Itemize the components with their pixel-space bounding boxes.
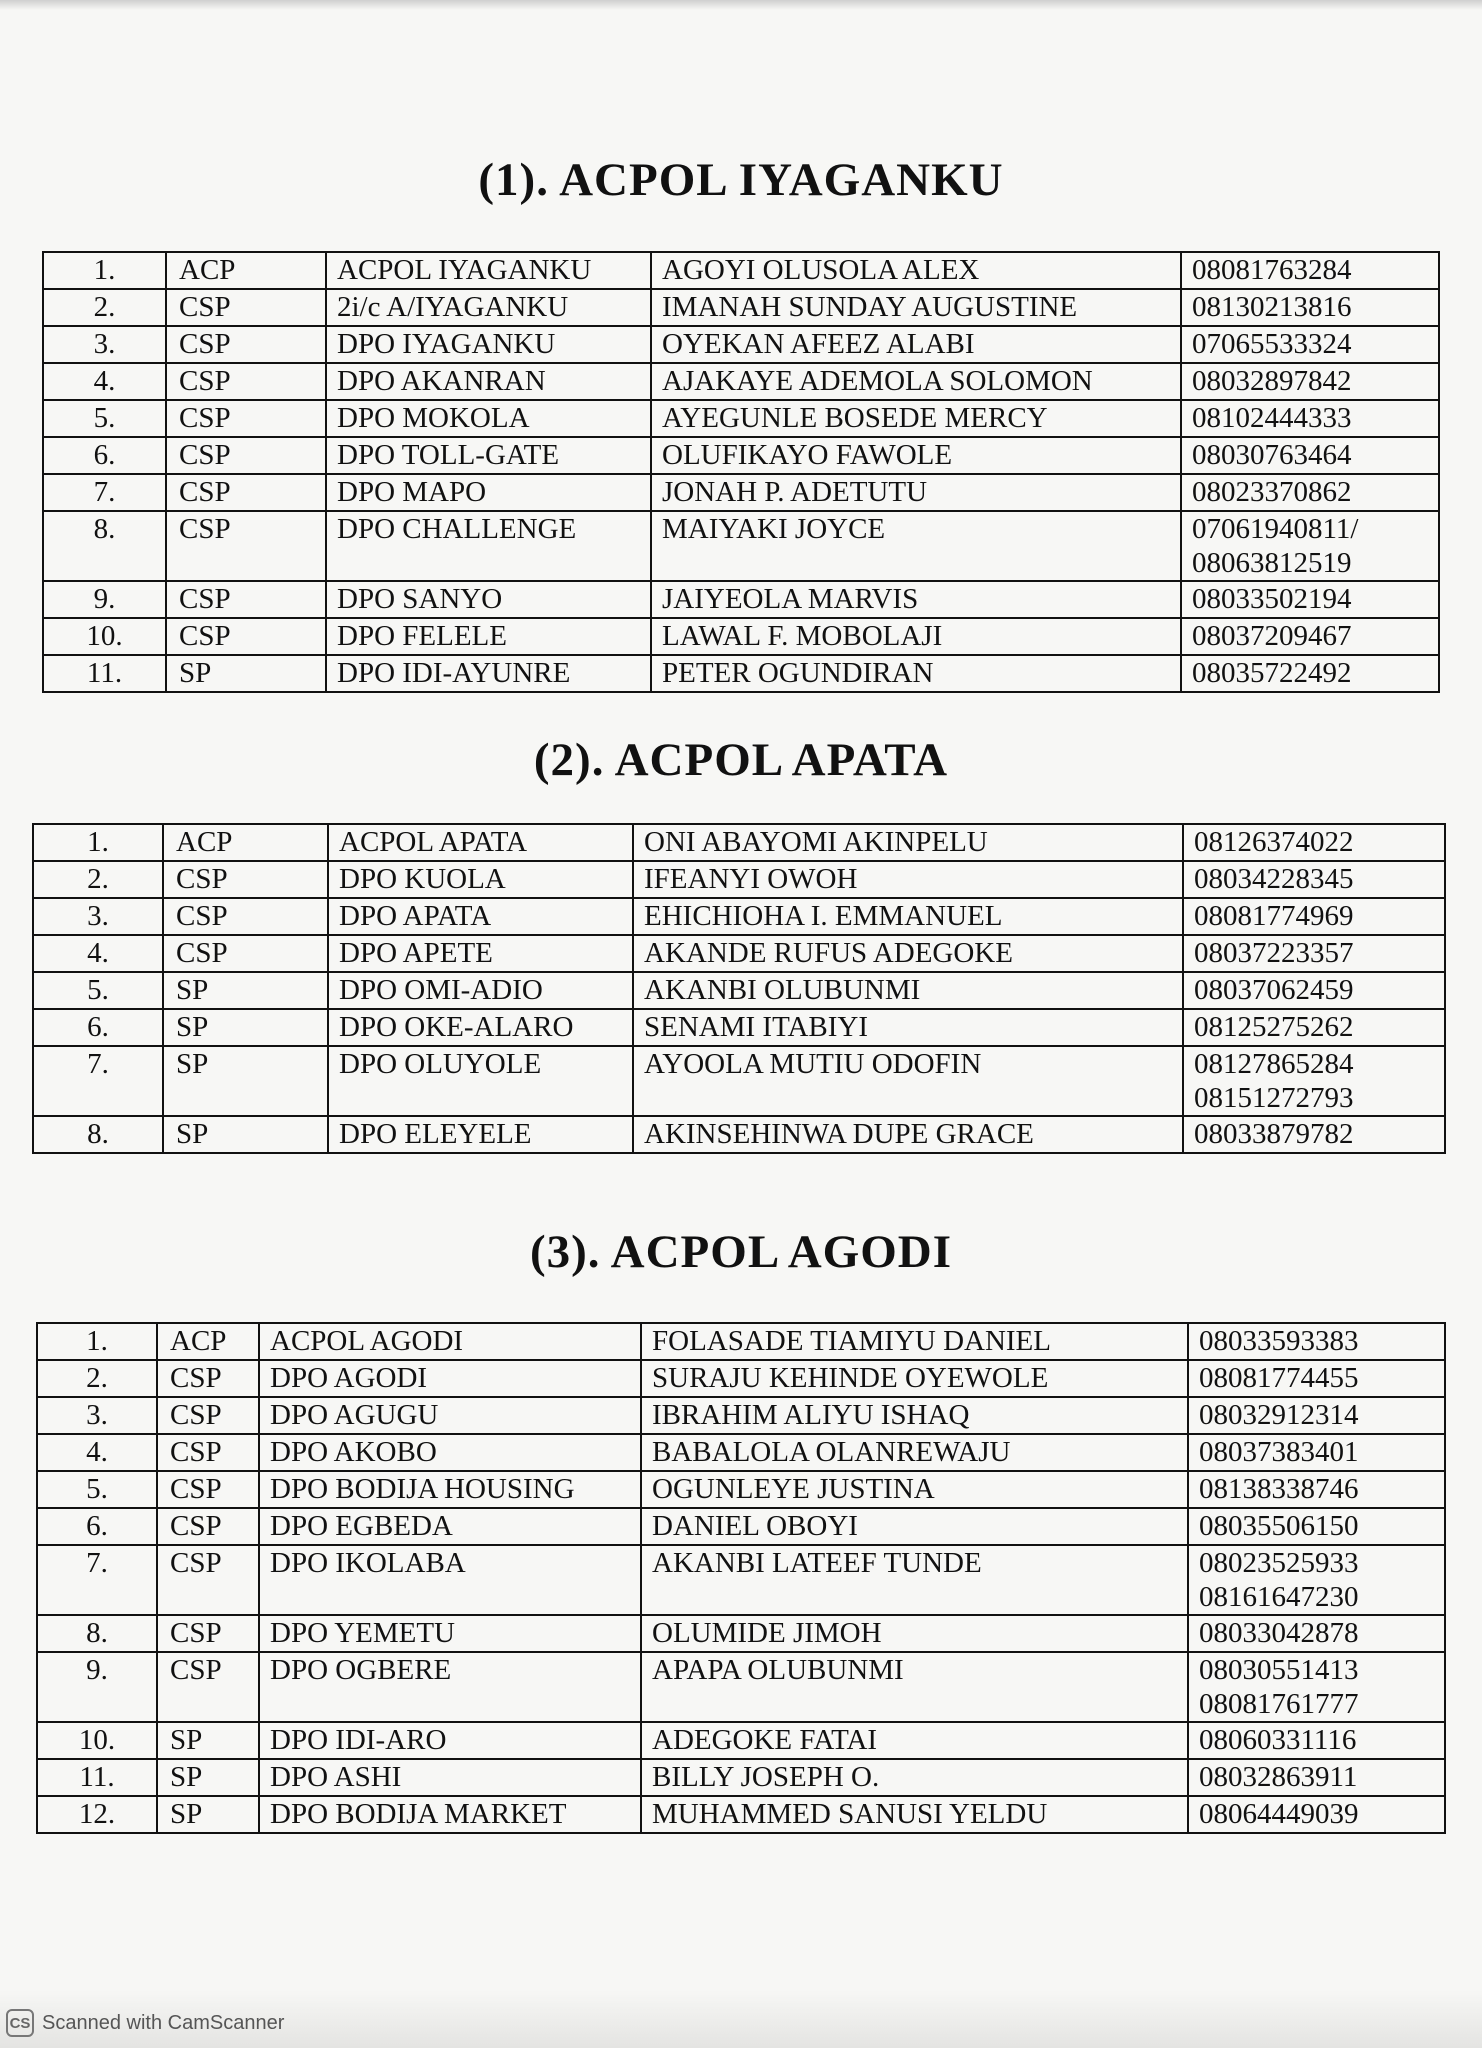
station-cell: DPO IKOLABA: [259, 1545, 641, 1615]
station-cell: DPO BODIJA MARKET: [259, 1796, 641, 1833]
table-row: [37, 1360, 1445, 1397]
phone-number: 08081774455: [1199, 1362, 1359, 1394]
table-row: [37, 1545, 1445, 1615]
rank-cell: SP: [157, 1796, 259, 1833]
phone-cell: [1183, 861, 1445, 898]
phone-cell: [1183, 1116, 1445, 1153]
rank-cell: CSP: [163, 935, 328, 972]
table-row: [37, 1759, 1445, 1796]
phone-number: 08035722492: [1192, 657, 1352, 689]
station-cell: 2i/c A/IYAGANKU: [326, 289, 651, 326]
officer-name-cell: JONAH P. ADETUTU: [651, 474, 1181, 511]
phone-cell: [1188, 1652, 1445, 1722]
station-cell: DPO AGUGU: [259, 1397, 641, 1434]
phone-cell: [1188, 1360, 1445, 1397]
officer-name-cell: IMANAH SUNDAY AUGUSTINE: [651, 289, 1181, 326]
table-row: [37, 1397, 1445, 1434]
section-title-apata: (2). ACPOL APATA: [533, 734, 949, 786]
station-cell: DPO IYAGANKU: [326, 326, 651, 363]
rank-cell: CSP: [157, 1615, 259, 1652]
phone-cell: [1188, 1796, 1445, 1833]
phone-number: 08037383401: [1199, 1436, 1359, 1468]
officer-name-cell: AKANBI LATEEF TUNDE: [641, 1545, 1188, 1615]
officer-name-cell: OGUNLEYE JUSTINA: [641, 1471, 1188, 1508]
row-number: 8.: [43, 511, 166, 581]
officer-name-cell: SENAMI ITABIYI: [633, 1009, 1183, 1046]
table-row: [43, 326, 1439, 363]
officer-name-cell: ADEGOKE FATAI: [641, 1722, 1188, 1759]
rank-cell: SP: [163, 1116, 328, 1153]
phone-cell: [1188, 1615, 1445, 1652]
section-title-iyaganku: (1). ACPOL IYAGANKU: [478, 154, 1004, 206]
station-cell: DPO IDI-AYUNRE: [326, 655, 651, 692]
row-number: 1.: [43, 252, 166, 289]
phone-number: 08023370862: [1192, 476, 1352, 508]
row-number: 10.: [37, 1722, 157, 1759]
table-row: [43, 437, 1439, 474]
rank-cell: CSP: [163, 898, 328, 935]
row-number: 4.: [37, 1434, 157, 1471]
table-row: [33, 861, 1445, 898]
station-cell: DPO FELELE: [326, 618, 651, 655]
officer-name-cell: EHICHIOHA I. EMMANUEL: [633, 898, 1183, 935]
row-number: 9.: [43, 581, 166, 618]
row-number: 4.: [33, 935, 163, 972]
phone-cell: [1181, 363, 1439, 400]
officer-name-cell: LAWAL F. MOBOLAJI: [651, 618, 1181, 655]
phone-cell: [1181, 581, 1439, 618]
row-number: 5.: [43, 400, 166, 437]
table-row: [33, 935, 1445, 972]
rank-cell: CSP: [166, 326, 326, 363]
row-number: 9.: [37, 1652, 157, 1722]
table-row: [37, 1796, 1445, 1833]
station-cell: DPO KUOLA: [328, 861, 633, 898]
phone-number: 08063812519: [1192, 547, 1352, 579]
phone-number: 08127865284: [1194, 1048, 1354, 1080]
phone-cell: [1183, 898, 1445, 935]
officer-name-cell: IBRAHIM ALIYU ISHAQ: [641, 1397, 1188, 1434]
station-cell: DPO AGODI: [259, 1360, 641, 1397]
phone-cell: [1181, 252, 1439, 289]
row-number: 8.: [37, 1615, 157, 1652]
officer-name-cell: AKINSEHINWA DUPE GRACE: [633, 1116, 1183, 1153]
table-row: [43, 581, 1439, 618]
phone-number: 08023525933: [1199, 1547, 1359, 1579]
row-number: 5.: [33, 972, 163, 1009]
rank-cell: CSP: [157, 1652, 259, 1722]
row-number: 3.: [33, 898, 163, 935]
phone-number: 07065533324: [1192, 328, 1352, 360]
rank-cell: CSP: [166, 437, 326, 474]
phone-cell: [1188, 1397, 1445, 1434]
rank-cell: CSP: [166, 474, 326, 511]
camscanner-text: Scanned with CamScanner: [42, 2011, 285, 2034]
phone-cell: [1188, 1722, 1445, 1759]
rank-cell: CSP: [163, 861, 328, 898]
row-number: 6.: [43, 437, 166, 474]
row-number: 2.: [43, 289, 166, 326]
phone-number: 08032863911: [1199, 1761, 1358, 1793]
station-cell: DPO ELEYELE: [328, 1116, 633, 1153]
table-row: [43, 252, 1439, 289]
officer-name-cell: AGOYI OLUSOLA ALEX: [651, 252, 1181, 289]
section-title-agodi: (3). ACPOL AGODI: [529, 1226, 953, 1278]
table-row: [37, 1652, 1445, 1722]
phone-number: 08035506150: [1199, 1510, 1359, 1542]
officer-name-cell: PETER OGUNDIRAN: [651, 655, 1181, 692]
row-number: 5.: [37, 1471, 157, 1508]
row-number: 3.: [43, 326, 166, 363]
officer-name-cell: DANIEL OBOYI: [641, 1508, 1188, 1545]
phone-number: 08126374022: [1194, 826, 1354, 858]
table-row: [43, 400, 1439, 437]
table-row: [43, 618, 1439, 655]
table-row: [37, 1323, 1445, 1360]
station-cell: DPO AKANRAN: [326, 363, 651, 400]
phone-number: 08033879782: [1194, 1118, 1354, 1150]
roster-table-apata: [32, 823, 1446, 1154]
table-row: [43, 289, 1439, 326]
phone-number: 08138338746: [1199, 1473, 1359, 1505]
phone-number: 08034228345: [1194, 863, 1354, 895]
station-cell: ACPOL IYAGANKU: [326, 252, 651, 289]
row-number: 4.: [43, 363, 166, 400]
table-row: [43, 363, 1439, 400]
officer-name-cell: JAIYEOLA MARVIS: [651, 581, 1181, 618]
officer-name-cell: OLUFIKAYO FAWOLE: [651, 437, 1181, 474]
phone-cell: [1183, 824, 1445, 861]
officer-name-cell: AKANBI OLUBUNMI: [633, 972, 1183, 1009]
station-cell: DPO EGBEDA: [259, 1508, 641, 1545]
rank-cell: SP: [157, 1722, 259, 1759]
table-row: [33, 972, 1445, 1009]
table-row: [37, 1615, 1445, 1652]
officer-name-cell: AKANDE RUFUS ADEGOKE: [633, 935, 1183, 972]
phone-number: 08032897842: [1192, 365, 1352, 397]
table-row: [33, 1116, 1445, 1153]
table-row: [37, 1471, 1445, 1508]
officer-name-cell: AYOOLA MUTIU ODOFIN: [633, 1046, 1183, 1116]
station-cell: DPO IDI-ARO: [259, 1722, 641, 1759]
row-number: 7.: [43, 474, 166, 511]
phone-number: 08081761777: [1199, 1688, 1359, 1720]
officer-name-cell: BILLY JOSEPH O.: [641, 1759, 1188, 1796]
phone-cell: [1181, 400, 1439, 437]
officer-name-cell: SURAJU KEHINDE OYEWOLE: [641, 1360, 1188, 1397]
rank-cell: CSP: [157, 1545, 259, 1615]
station-cell: ACPOL AGODI: [259, 1323, 641, 1360]
phone-number: 08033042878: [1199, 1617, 1359, 1649]
rank-cell: CSP: [157, 1397, 259, 1434]
phone-cell: [1183, 1046, 1445, 1116]
rank-cell: CSP: [166, 581, 326, 618]
phone-number: 08030763464: [1192, 439, 1352, 471]
phone-cell: [1181, 289, 1439, 326]
phone-number: 08151272793: [1194, 1082, 1354, 1114]
station-cell: DPO MAPO: [326, 474, 651, 511]
rank-cell: CSP: [157, 1471, 259, 1508]
phone-cell: [1181, 655, 1439, 692]
phone-cell: [1188, 1759, 1445, 1796]
row-number: 2.: [33, 861, 163, 898]
rank-cell: CSP: [166, 363, 326, 400]
row-number: 7.: [33, 1046, 163, 1116]
phone-cell: [1188, 1471, 1445, 1508]
table-row: [43, 474, 1439, 511]
rank-cell: CSP: [166, 511, 326, 581]
phone-cell: [1188, 1434, 1445, 1471]
row-number: 11.: [43, 655, 166, 692]
rank-cell: CSP: [157, 1360, 259, 1397]
phone-number: 08125275262: [1194, 1011, 1354, 1043]
row-number: 7.: [37, 1545, 157, 1615]
station-cell: DPO MOKOLA: [326, 400, 651, 437]
table-row: [33, 1046, 1445, 1116]
phone-cell: [1188, 1323, 1445, 1360]
phone-number: 08161647230: [1199, 1581, 1359, 1613]
station-cell: DPO OMI-ADIO: [328, 972, 633, 1009]
table-row: [33, 898, 1445, 935]
camscanner-logo-icon: CS: [6, 2009, 34, 2037]
rank-cell: CSP: [157, 1434, 259, 1471]
station-cell: DPO BODIJA HOUSING: [259, 1471, 641, 1508]
officer-name-cell: OYEKAN AFEEZ ALABI: [651, 326, 1181, 363]
row-number: 1.: [33, 824, 163, 861]
phone-cell: [1183, 1009, 1445, 1046]
rank-cell: CSP: [157, 1508, 259, 1545]
station-cell: DPO OLUYOLE: [328, 1046, 633, 1116]
phone-number: 08033593383: [1199, 1325, 1359, 1357]
officer-name-cell: BABALOLA OLANREWAJU: [641, 1434, 1188, 1471]
table-row: [37, 1434, 1445, 1471]
phone-number: 07061940811/: [1192, 513, 1359, 545]
row-number: 6.: [33, 1009, 163, 1046]
station-cell: DPO APETE: [328, 935, 633, 972]
roster-table-agodi: [36, 1322, 1446, 1834]
station-cell: DPO OGBERE: [259, 1652, 641, 1722]
scan-top-shadow: [0, 0, 1482, 10]
phone-number: 08102444333: [1192, 402, 1352, 434]
phone-number: 08033502194: [1192, 583, 1352, 615]
table-row: [43, 511, 1439, 581]
camscanner-watermark: [6, 2006, 284, 2040]
phone-number: 08130213816: [1192, 291, 1352, 323]
table-row: [43, 655, 1439, 692]
rank-cell: CSP: [166, 618, 326, 655]
row-number: 10.: [43, 618, 166, 655]
phone-cell: [1181, 326, 1439, 363]
roster-table-iyaganku: [42, 251, 1440, 693]
station-cell: DPO APATA: [328, 898, 633, 935]
rank-cell: SP: [163, 1009, 328, 1046]
officer-name-cell: AJAKAYE ADEMOLA SOLOMON: [651, 363, 1181, 400]
row-number: 1.: [37, 1323, 157, 1360]
table-row: [33, 824, 1445, 861]
phone-number: 08037209467: [1192, 620, 1352, 652]
phone-number: 08037223357: [1194, 937, 1354, 969]
rank-cell: SP: [157, 1759, 259, 1796]
station-cell: DPO YEMETU: [259, 1615, 641, 1652]
row-number: 8.: [33, 1116, 163, 1153]
table-row: [37, 1722, 1445, 1759]
officer-name-cell: AYEGUNLE BOSEDE MERCY: [651, 400, 1181, 437]
phone-cell: [1181, 618, 1439, 655]
station-cell: DPO ASHI: [259, 1759, 641, 1796]
phone-number: 08081774969: [1194, 900, 1354, 932]
row-number: 3.: [37, 1397, 157, 1434]
phone-number: 08081763284: [1192, 254, 1352, 286]
officer-name-cell: MUHAMMED SANUSI YELDU: [641, 1796, 1188, 1833]
phone-number: 08060331116: [1199, 1724, 1357, 1756]
station-cell: DPO TOLL-GATE: [326, 437, 651, 474]
row-number: 12.: [37, 1796, 157, 1833]
officer-name-cell: APAPA OLUBUNMI: [641, 1652, 1188, 1722]
officer-name-cell: FOLASADE TIAMIYU DANIEL: [641, 1323, 1188, 1360]
phone-cell: [1181, 474, 1439, 511]
phone-cell: [1183, 935, 1445, 972]
officer-name-cell: OLUMIDE JIMOH: [641, 1615, 1188, 1652]
phone-number: 08032912314: [1199, 1399, 1359, 1431]
rank-cell: SP: [163, 972, 328, 1009]
phone-cell: [1188, 1508, 1445, 1545]
row-number: 2.: [37, 1360, 157, 1397]
rank-cell: CSP: [166, 289, 326, 326]
phone-number: 08037062459: [1194, 974, 1354, 1006]
station-cell: DPO OKE-ALARO: [328, 1009, 633, 1046]
station-cell: ACPOL APATA: [328, 824, 633, 861]
rank-cell: ACP: [163, 824, 328, 861]
phone-number: 08030551413: [1199, 1654, 1359, 1686]
row-number: 11.: [37, 1759, 157, 1796]
phone-cell: [1181, 437, 1439, 474]
station-cell: DPO AKOBO: [259, 1434, 641, 1471]
station-cell: DPO SANYO: [326, 581, 651, 618]
officer-name-cell: ONI ABAYOMI AKINPELU: [633, 824, 1183, 861]
phone-cell: [1183, 972, 1445, 1009]
rank-cell: CSP: [166, 400, 326, 437]
rank-cell: SP: [166, 655, 326, 692]
phone-cell: [1188, 1545, 1445, 1615]
row-number: 6.: [37, 1508, 157, 1545]
table-row: [33, 1009, 1445, 1046]
phone-number: 08064449039: [1199, 1798, 1359, 1830]
station-cell: DPO CHALLENGE: [326, 511, 651, 581]
officer-name-cell: IFEANYI OWOH: [633, 861, 1183, 898]
officer-name-cell: MAIYAKI JOYCE: [651, 511, 1181, 581]
rank-cell: ACP: [166, 252, 326, 289]
phone-cell: [1181, 511, 1439, 581]
table-row: [37, 1508, 1445, 1545]
rank-cell: SP: [163, 1046, 328, 1116]
rank-cell: ACP: [157, 1323, 259, 1360]
